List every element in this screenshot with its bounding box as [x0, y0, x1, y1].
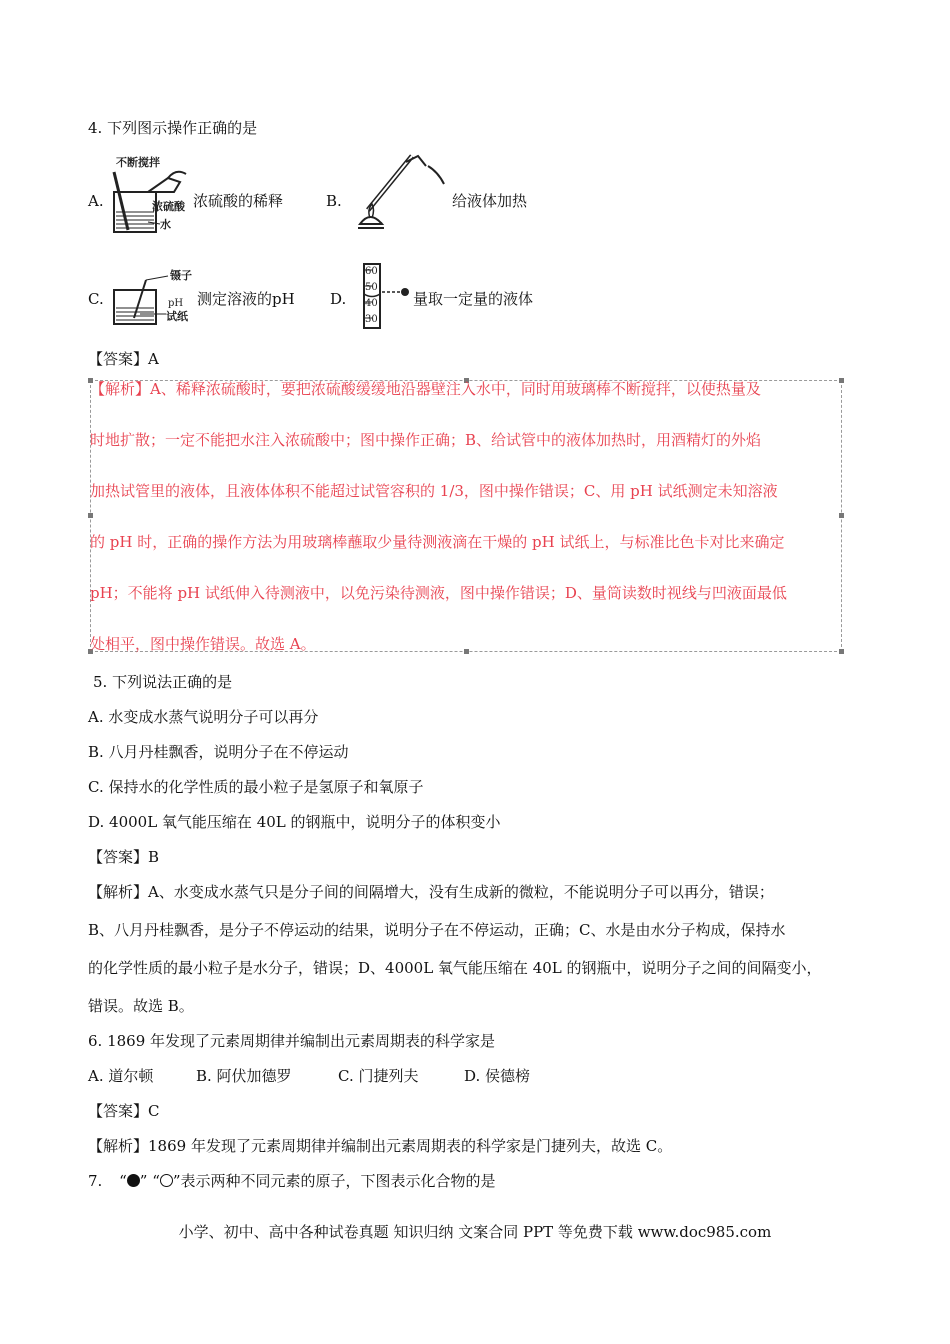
beaker-dilution-illustration [108, 152, 196, 238]
q6-option-c: C. 门捷列夫 [338, 1067, 419, 1085]
q4-analysis-line: 的 pH 时，正确的操作方法为用玻璃棒蘸取少量待测液滴在干燥的 pH 试纸上，与标准比色卡对比来确定 [90, 533, 785, 551]
q6-option-a: A. 道尔顿 [88, 1067, 154, 1085]
tick-40: 40 [365, 298, 378, 309]
acid-label: 浓硫酸 [152, 200, 185, 213]
ph-test-illustration [110, 266, 196, 328]
q5-stem: 5. 下列说法正确的是 [93, 673, 233, 691]
page-footer: 小学、初中、高中各种试卷真题 知识归纳 文案合同 PPT 等免费下载 www.doc985.com [178, 1223, 772, 1241]
q6-stem: 6. 1869 年发现了元素周期律并编制出元素周期表的科学家是 [88, 1032, 496, 1050]
q4-analysis-line: 加热试管里的液体，且液体体积不能超过试管容积的 1/3，图中操作错误；C、用 pH 试纸测定未知溶液 [90, 482, 778, 500]
q4-option-b-label: B. [326, 192, 342, 210]
q5-answer: 【答案】B [88, 848, 160, 866]
q4-analysis-line: 【解析】A、稀释浓硫酸时，要把浓硫酸缓缓地沿器壁注入水中，同时用玻璃棒不断搅拌，以使热量及 [90, 380, 761, 398]
q7-stem [88, 1171, 496, 1191]
q5-option-c: C. 保持水的化学性质的最小粒子是氢原子和氧原子 [88, 778, 424, 796]
q5-option-d: D. 4000L 氧气能压缩在 40L 的钢瓶中，说明分子的体积变小 [88, 813, 501, 831]
q4-option-b-text: 给液体加热 [452, 192, 528, 210]
q4-option-d-label: D. [330, 290, 347, 308]
q7-mid-quotes: ” “ [139, 1172, 160, 1190]
filled-circle-icon [127, 1174, 140, 1187]
q5-analysis-line: 【解析】A、水变成水蒸气只是分子间的间隔增大，没有生成新的微粒，不能说明分子可以再分，错误； [88, 883, 774, 901]
tick-50: 50 [365, 282, 378, 293]
hollow-circle-icon [160, 1174, 173, 1187]
paper-label: 试纸 [166, 310, 188, 323]
tick-30: 30 [365, 314, 378, 325]
q4-option-a-label: A. [88, 192, 104, 210]
q5-analysis-line: 的化学性质的最小粒子是水分子，错误；D、4000L 氧气能压缩在 40L 的钢瓶中，说明分子之间的间隔变小， [88, 959, 822, 977]
q6-analysis: 【解析】1869 年发现了元素周期律并编制出元素周期表的科学家是门捷列夫，故选 C。 [88, 1137, 673, 1155]
q5-analysis-line: B、八月丹桂飘香，是分子不停运动的结果，说明分子在不停运动，正确；C、水是由水分子构成，保持水 [88, 921, 786, 939]
q5-analysis-line: 错误。故选 B。 [88, 997, 194, 1015]
q4-option-d-text: 量取一定量的液体 [413, 290, 534, 308]
water-label: 水 [160, 218, 171, 231]
stir-label: 不断搅拌 [116, 156, 160, 169]
q5-option-b: B. 八月丹桂飘香，说明分子在不停运动 [88, 743, 349, 761]
q4-option-a-text: 浓硫酸的稀释 [193, 192, 284, 210]
q4-option-c-text: 测定溶液的pH [197, 290, 295, 308]
q4-answer: 【答案】A [88, 350, 159, 368]
q5-option-a: A. 水变成水蒸气说明分子可以再分 [88, 708, 319, 726]
q4-analysis-textbox[interactable] [90, 380, 842, 652]
q4-analysis-line: pH；不能将 pH 试纸伸入待测液中，以免污染待测液，图中操作错误；D、量筒读数时视线与凹液面最低 [90, 584, 787, 602]
tweezers-label: 镊子 [170, 269, 192, 282]
q4-option-c-label: C. [88, 290, 104, 308]
q7-number: 7. [88, 1172, 103, 1190]
q4-analysis-line: 时地扩散；一定不能把水注入浓硫酸中；图中操作正确；B、给试管中的液体加热时，用酒精灯的外焰 [90, 431, 762, 449]
q6-answer: 【答案】C [88, 1102, 160, 1120]
q6-option-d: D. 侯德榜 [464, 1067, 531, 1085]
q4-stem: 4. 下列图示操作正确的是 [88, 119, 258, 137]
q7-stem-text: ”表示两种不同元素的原子，下图表示化合物的是 [172, 1172, 496, 1190]
q6-option-b: B. 阿伏加德罗 [196, 1067, 292, 1085]
ph-label: pH [168, 298, 184, 309]
graduated-cylinder-illustration [360, 260, 414, 332]
tick-60: 60 [365, 266, 378, 277]
quote-open: “ [119, 1172, 127, 1190]
q4-analysis-line: 处相平，图中操作错误。故选 A。 [90, 635, 316, 653]
test-tube-heating-illustration [350, 148, 450, 238]
